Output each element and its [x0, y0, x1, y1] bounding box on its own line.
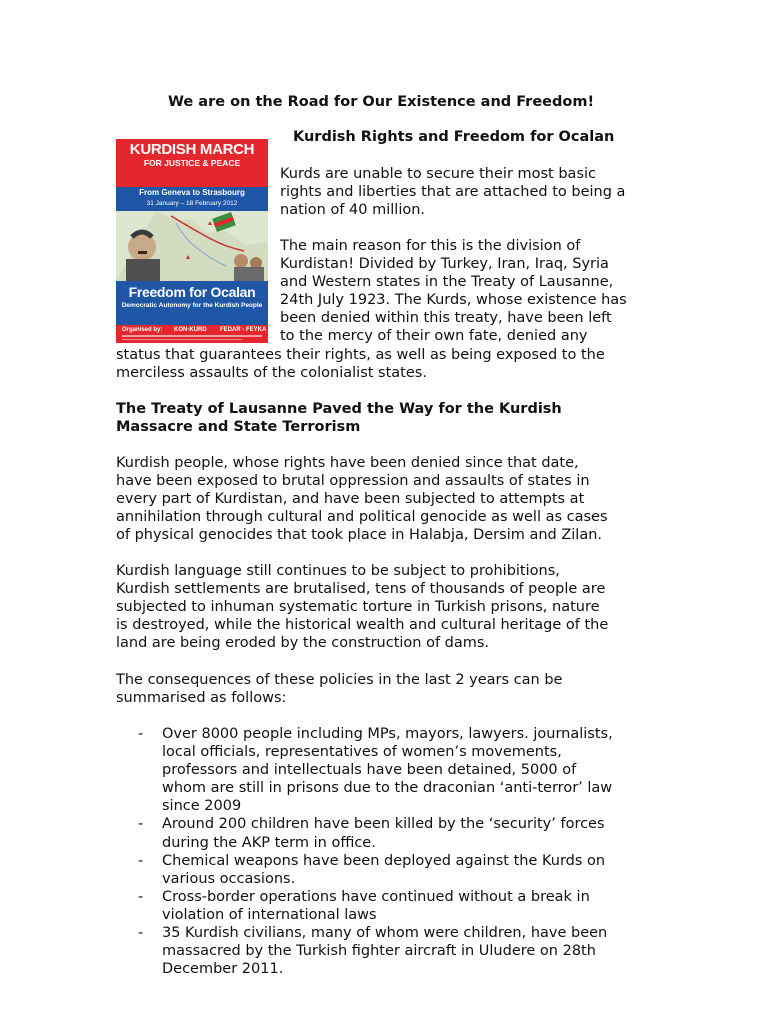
text-line: merciless assaults of the colonialist states.: [116, 364, 427, 381]
list-item-line: Around 200 children have been killed by the ‘security’ forces: [162, 816, 605, 833]
text-line: every part of Kurdistan, and have been subjected to attempts at: [116, 491, 585, 508]
list-item-line: Chemical weapons have been deployed against the Kurds on: [162, 852, 606, 869]
text-line: Kurdish people, whose rights have been denied since that date,: [116, 455, 579, 471]
paragraph-basic-rights: [280, 165, 625, 219]
consequences-list: [116, 725, 676, 978]
list-item-line: various occasions.: [162, 870, 296, 887]
page-title: We are on the Road for Our Existence and Freedom!: [167, 94, 595, 110]
list-item: [116, 924, 676, 978]
text-line: status that guarantees their rights, as well as being exposed to the: [116, 346, 605, 363]
poster-route: From Geneva to Strasbourg: [139, 188, 245, 197]
text-line: subjected to inhuman systematic torture in Turkish prisons, nature: [116, 599, 600, 616]
text-line: Kurds are unable to secure their most basic: [280, 166, 596, 182]
text-line: 24th July 1923. The Kurds, whose existence has: [280, 292, 627, 309]
text-line: summarised as follows:: [116, 690, 287, 707]
list-item-line: 35 Kurdish civilians, many of whom were children, have been: [162, 925, 608, 942]
poster-march-title: KURDISH MARCH: [129, 141, 255, 158]
text-line: is destroyed, while the historical wealth and cultural heritage of the: [116, 617, 609, 634]
bullet-dash: -: [138, 726, 144, 742]
poster-footer: [116, 325, 268, 343]
text-line: rights and liberties that are attached to being a: [280, 184, 626, 201]
poster-route-band: [116, 187, 268, 211]
text-line: The main reason for this is the division of: [280, 238, 581, 254]
list-item: [116, 725, 676, 815]
text-line: Kurdistan! Divided by Turkey, Iran, Iraq, Syria: [280, 256, 609, 273]
text-line: Kurdish settlements are brutalised, tens of thousands of people are: [116, 581, 606, 598]
heading-line: The Treaty of Lausanne Paved the Way for the Kurdish: [116, 401, 562, 417]
list-item-line: since 2009: [162, 798, 242, 815]
list-item-line: Over 8000 people including MPs, mayors, lawyers. journalists,: [162, 726, 613, 742]
bullet-dash: -: [138, 888, 144, 905]
list-item: [116, 888, 676, 924]
poster-fine-print-2: [122, 339, 242, 340]
poster-autonomy-subtitle: Democratic Autonomy for the Kurdish People: [121, 302, 263, 309]
text-line: been denied within this treaty, have been left: [280, 310, 612, 327]
text-line: and Western states in the Treaty of Lausanne,: [280, 274, 614, 291]
list-item-line: during the AKP term in office.: [162, 834, 376, 851]
march-poster-image: [116, 139, 268, 343]
section-heading-rights: Kurdish Rights and Freedom for Ocalan: [293, 129, 615, 145]
text-line: of physical genocides that took place in Halabja, Dersim and Zilan.: [116, 527, 603, 544]
poster-fine-print: [122, 335, 262, 337]
poster-header: [116, 139, 268, 187]
paragraph-language: [116, 562, 608, 652]
bullet-dash: -: [138, 925, 144, 942]
list-item-line: massacred by the Turkish fighter aircraft in Uludere on 28th: [162, 943, 596, 960]
list-item-line: professors and intellectuals have been detained, 5000 of: [162, 762, 577, 779]
text-line: nation of 40 million.: [280, 202, 426, 219]
text-line: Kurdish language still continues to be subject to prohibitions,: [116, 563, 560, 579]
text-line: have been exposed to brutal oppression and assaults of states in: [116, 473, 590, 490]
text-line: annihilation through cultural and political genocide as well as cases: [116, 509, 608, 526]
list-item-line: local officials, representatives of women’s movements,: [162, 744, 562, 761]
poster-freedom-title: Freedom for Ocalan: [128, 284, 256, 300]
list-item-line: December 2011.: [162, 961, 284, 978]
poster-map-photo: [116, 211, 268, 281]
poster-map-graphic: [116, 211, 268, 281]
list-item-line: violation of international laws: [162, 906, 377, 923]
poster-freedom-band: [116, 281, 268, 325]
text-line: The consequences of these policies in the last 2 years can be: [116, 672, 563, 688]
paragraph-oppression: [116, 454, 608, 544]
section-heading-lausanne: [116, 400, 562, 436]
poster-organised-by: Organised by:: [122, 327, 163, 333]
text-line: to the mercy of their own fate, denied any: [280, 328, 588, 345]
list-item: [116, 852, 676, 888]
heading-line: Massacre and State Terrorism: [116, 419, 361, 436]
bullet-dash: -: [138, 816, 144, 833]
poster-org-a: KON-KURD: [174, 327, 207, 333]
poster-dates: 31 January – 18 February 2012: [146, 200, 238, 207]
text-line: land are being eroded by the construction of dams.: [116, 635, 490, 652]
list-item-line: whom are still in prisons due to the draconian ‘anti-terror’ law: [162, 780, 613, 797]
paragraph-consequences: [116, 671, 562, 707]
list-item: [116, 815, 676, 851]
bullet-dash: -: [138, 852, 144, 869]
poster-org-b: FEDAR - FEYKA: [220, 327, 267, 333]
poster-justice-subtitle: FOR JUSTICE & PEACE: [143, 158, 241, 168]
list-item-line: Cross-border operations have continued without a break in: [162, 888, 590, 905]
